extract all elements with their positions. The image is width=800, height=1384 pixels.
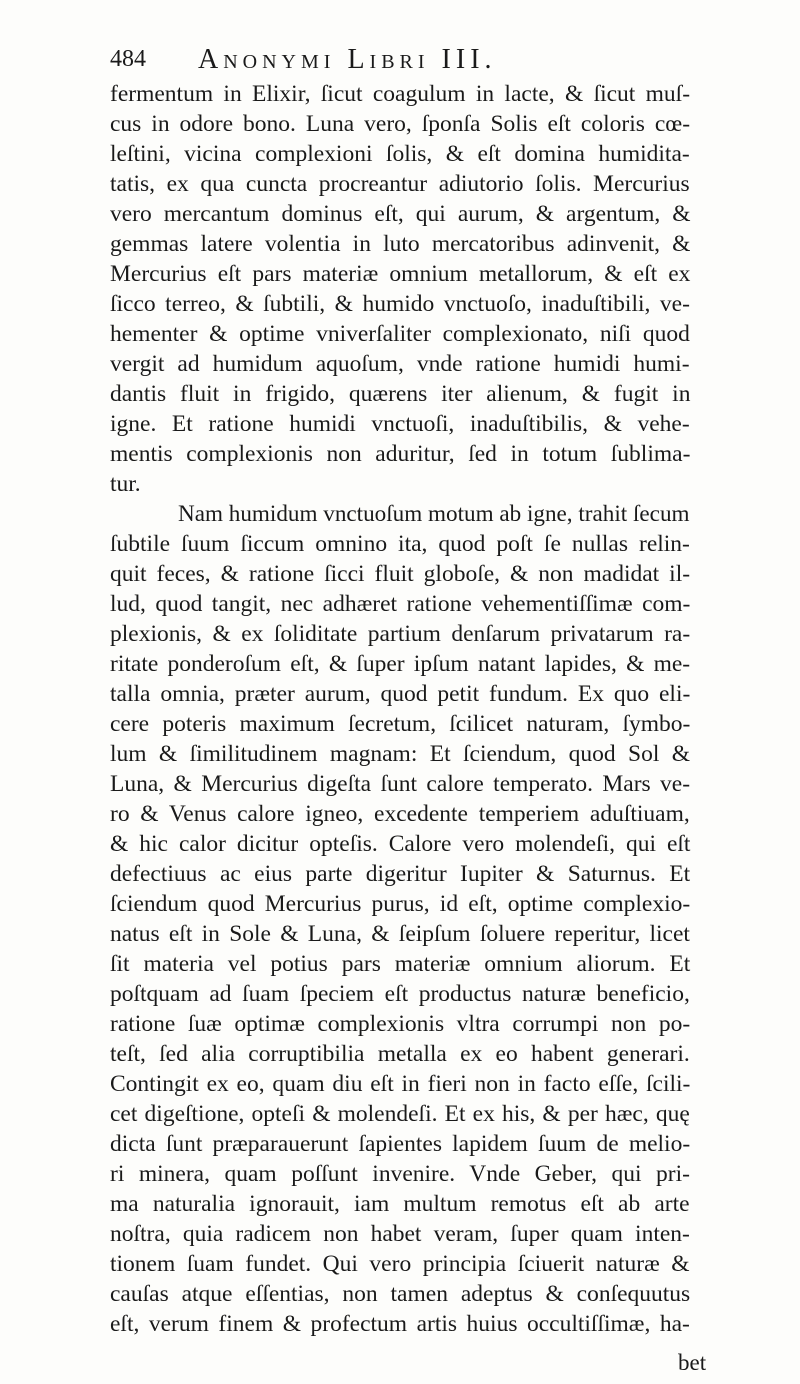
- text-line: tur.: [110, 471, 141, 497]
- text-line: noſtra, quia radicem non habet veram, ſuper quam inten-: [110, 1221, 690, 1247]
- text-line: dicta ſunt præparauerunt ſapientes lapidem ſuum de melio-: [110, 1131, 691, 1157]
- text-line: cet digeſtione, opteſi & molendeſi. Et ex his, & per hæc, quę: [110, 1101, 690, 1127]
- text-line: mentis complexionis non aduritur, ſed in totum ſublima-: [110, 441, 691, 467]
- text-line: ma naturalia ignorauit, iam multum remotus eſt ab arte: [110, 1191, 690, 1217]
- text-line: ro & Venus calore igneo, excedente temperiem aduſtiuam,: [110, 801, 690, 827]
- text-line: Mercurius eſt pars materiæ omnium metallorum, & eſt ex: [110, 261, 691, 287]
- text-line: Nam humidum vnctuoſum motum ab igne, trahit ſecum: [178, 501, 690, 527]
- text-line: teſt, ſed alia corruptibilia metalla ex eo habent generari.: [110, 1041, 690, 1067]
- text-line: fermentum in Elixir, ſicut coagulum in lacte, & ſicut muſ-: [110, 81, 691, 107]
- text-line: hementer & optime vniverſaliter complexionato, niſi quod: [110, 321, 690, 347]
- text-line: igne. Et ratione humidi vnctuoſi, inaduſtibilis, & vehe-: [110, 411, 690, 437]
- text-line: vero mercantum dominus eſt, qui aurum, & argentum, &: [110, 201, 691, 227]
- text-line: ritate ponderoſum eſt, & ſuper ipſum natant lapides, & me-: [110, 651, 691, 677]
- text-line: lud, quod tangit, nec adhæret ratione vehementiſſimæ com-: [110, 591, 691, 617]
- text-line: leſtini, vicina complexioni ſolis, & eſt domina humidita-: [110, 141, 690, 167]
- page-number: 484: [110, 46, 146, 72]
- text-line: eſt, verum finem & profectum artis huius occultiſſimæ, ha-: [110, 1311, 690, 1337]
- text-line: Contingit ex eo, quam diu eſt in fieri non in facto eſſe, ſcili-: [110, 1071, 691, 1097]
- text-line: ratione ſuæ optimæ complexionis vltra corrumpi non po-: [110, 1011, 691, 1037]
- text-line: quit feces, & ratione ſicci fluit globoſe, & non madidat il-: [110, 561, 691, 587]
- text-line: Luna, & Mercurius digeſta ſunt calore temperato. Mars ve-: [110, 771, 691, 797]
- text-line: defectiuus ac eius parte digeritur Iupiter & Saturnus. Et: [110, 861, 691, 887]
- text-line: ri minera, quam poſſunt invenire. Vnde Geber, qui pri-: [110, 1161, 690, 1187]
- text-line: ſciendum quod Mercurius purus, id eſt, optime complexio-: [110, 891, 691, 917]
- text-line: gemmas latere volentia in luto mercatoribus adinvenit, &: [110, 231, 691, 257]
- text-line: talla omnia, præter aurum, quod petit fundum. Ex quo eli-: [110, 681, 691, 707]
- text-line: cus in odore bono. Luna vero, ſponſa Solis eſt coloris cœ-: [110, 111, 691, 137]
- text-line: cere poteris maximum ſecretum, ſcilicet naturam, ſymbo-: [110, 711, 691, 737]
- text-line: plexionis, & ex ſoliditate partium denſarum privatarum ra-: [110, 621, 691, 647]
- text-line: dantis fluit in frigido, quærens iter alienum, & fugit in: [110, 381, 691, 407]
- catchword: bet: [678, 1350, 707, 1375]
- page-header: [110, 44, 670, 80]
- text-line: tatis, ex qua cuncta procreantur adiutorio ſolis. Mercurius: [110, 171, 690, 197]
- text-line: vergit ad humidum aquoſum, vnde ratione humidi humi-: [110, 351, 690, 377]
- text-line: ſubtile ſuum ſiccum omnino ita, quod poſt ſe nullas relin-: [110, 531, 690, 557]
- text-line: cauſas atque eſſentias, non tamen adeptus & conſequutus: [110, 1281, 691, 1307]
- text-line: tionem ſuam fundet. Qui vero principia ſciuerit naturæ &: [110, 1251, 690, 1277]
- text-line: ſit materia vel potius pars materiæ omnium aliorum. Et: [110, 951, 691, 977]
- text-line: lum & ſimilitudinem magnam: Et ſciendum, quod Sol &: [110, 741, 691, 767]
- text-line: poſtquam ad ſuam ſpeciem eſt productus naturæ beneficio,: [110, 981, 690, 1007]
- text-line: natus eſt in Sole & Luna, & ſeipſum ſoluere reperitur, licet: [110, 921, 690, 947]
- running-title: Anonymi Libri III.: [198, 44, 497, 75]
- text-line: ſicco terreo, & ſubtili, & humido vnctuoſo, inaduſtibili, ve-: [110, 291, 690, 317]
- text-line: & hic calor dicitur optеſis. Calore vero molendeſi, qui eſt: [110, 831, 691, 857]
